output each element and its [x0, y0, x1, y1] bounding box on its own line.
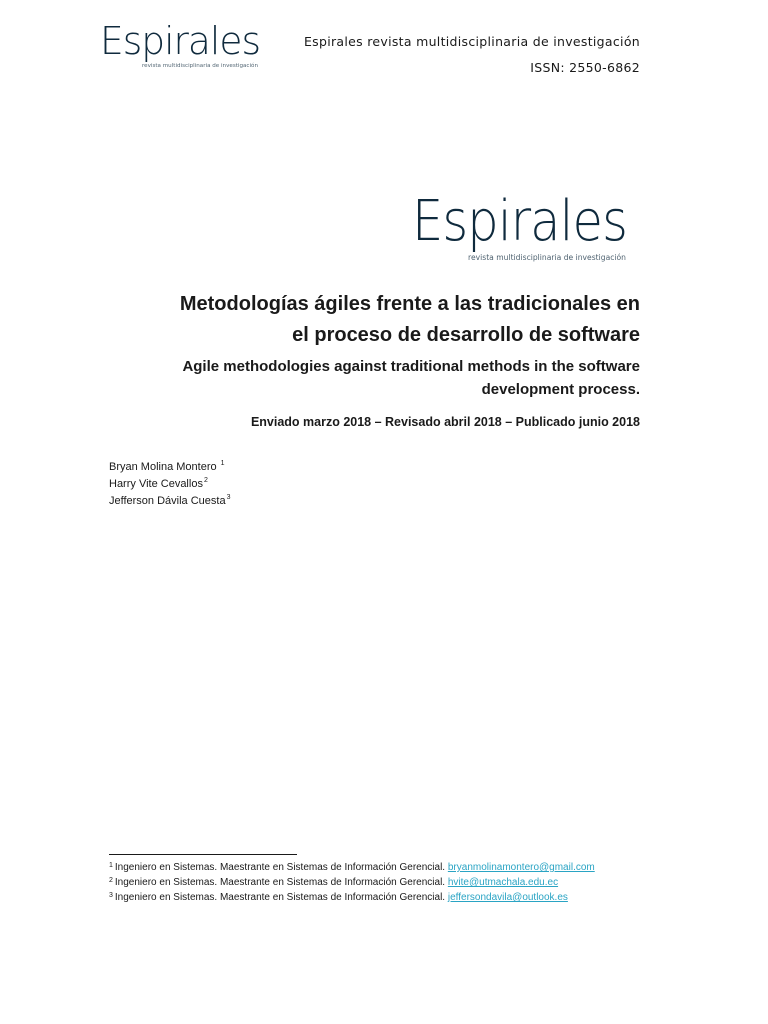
footnote-3: [109, 890, 595, 905]
espirales-logo-small-graphic: [98, 16, 268, 74]
journal-name: Espirales revista multidisciplinaria de investigación: [303, 34, 640, 49]
title-en-line-1: Agile methodologies against traditional methods in the software: [182, 358, 640, 375]
author-3-name: Jefferson Dávila Cuesta: [109, 495, 226, 507]
running-header: [304, 34, 640, 76]
author-1-name: Bryan Molina Montero: [109, 461, 220, 473]
issn: ISSN: 2550-6862: [530, 60, 640, 75]
article-title-spanish: [80, 289, 640, 351]
footnote-1-text: Ingeniero en Sistemas. Maestrante en Sistemas de Información Gerencial.: [114, 862, 448, 873]
footnote-2-mark: 2: [109, 877, 113, 884]
title-en-line-2: development process.: [481, 381, 640, 398]
author-2-mark: 2: [203, 477, 208, 484]
footnote-1-email-link[interactable]: bryanmolinamontero@gmail.com: [447, 862, 595, 873]
footnotes: [109, 860, 595, 905]
author-list: [109, 459, 231, 510]
author-1: [109, 459, 231, 476]
author-1-mark: 1: [220, 460, 225, 467]
author-2: [109, 476, 231, 493]
espirales-logo-large-graphic: [410, 184, 635, 269]
logo-small-wordmark: Espirales: [100, 19, 260, 63]
footnote-2-text: Ingeniero en Sistemas. Maestrante en Sistemas de Información Gerencial.: [114, 877, 448, 888]
footnote-3-text: Ingeniero en Sistemas. Maestrante en Sistemas de Información Gerencial.: [114, 892, 448, 903]
footnote-3-mark: 3: [109, 892, 113, 899]
submission-dates: Enviado marzo 2018 – Revisado abril 2018 – Publicado junio 2018: [250, 415, 640, 429]
article-title-english: [120, 355, 640, 401]
author-3: [109, 493, 231, 510]
footnote-2-email-link[interactable]: hvite@utmachala.edu.ec: [447, 877, 559, 888]
logo-large-wordmark: Espirales: [412, 189, 627, 254]
journal-logo-large: [410, 184, 635, 269]
footnote-separator: [109, 854, 297, 855]
footnote-1: [109, 860, 595, 875]
journal-logo-small: [98, 16, 268, 74]
footnote-2: [109, 875, 595, 890]
author-2-name: Harry Vite Cevallos: [109, 478, 203, 490]
title-es-line-1: Metodologías ágiles frente a las tradicionales en: [179, 293, 640, 315]
title-es-line-2: el proceso de desarrollo de software: [292, 324, 640, 346]
logo-small-tagline: revista multidisciplinaria de investigación: [142, 63, 257, 69]
footnote-3-email-link[interactable]: jeffersondavila@outlook.es: [447, 892, 568, 903]
footnote-1-mark: 1: [109, 862, 113, 869]
author-3-mark: 3: [226, 494, 231, 501]
logo-large-tagline: revista multidisciplinaria de investigación: [468, 253, 627, 262]
